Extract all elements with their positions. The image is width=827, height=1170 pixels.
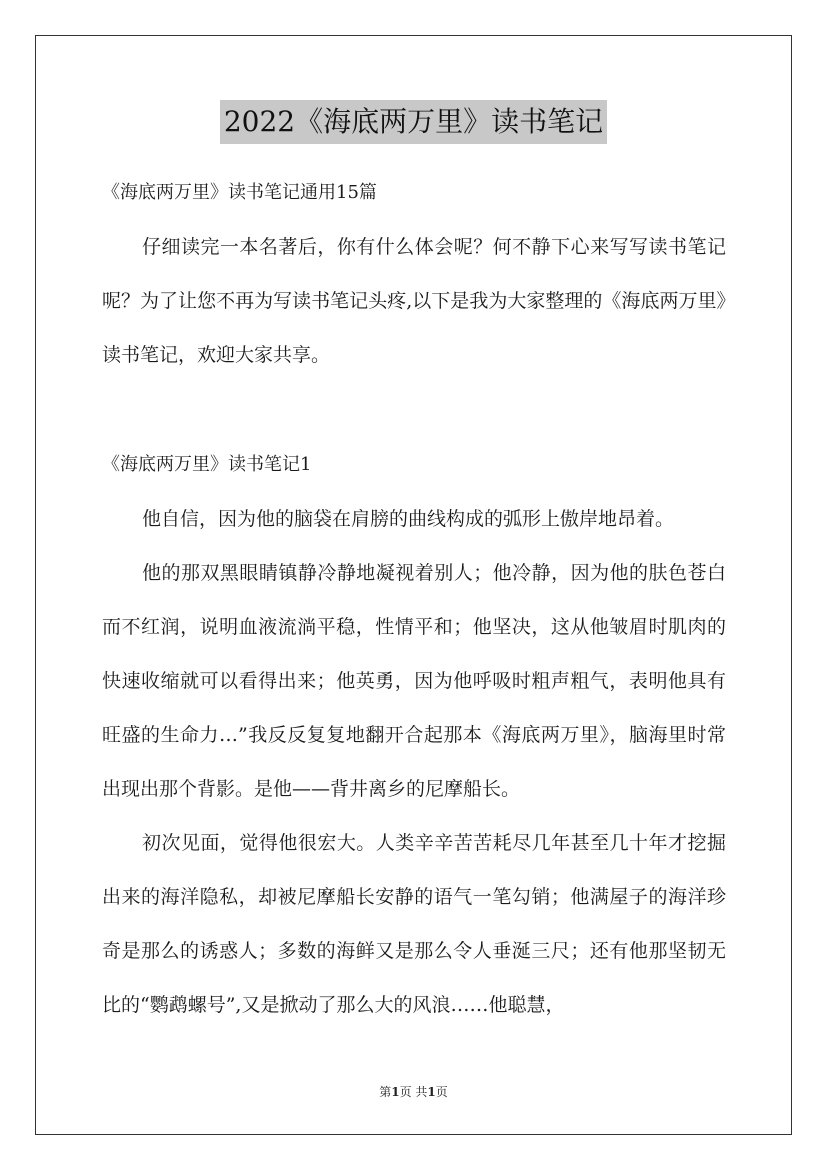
footer-prefix: 第 bbox=[379, 1085, 392, 1099]
body-paragraph: 他的那双黑眼睛镇静冷静地凝视着别人；他冷静，因为他的肤色苍白而不红润，说明血液流淌平稳，性情平和；他坚决，这从他皱眉时肌肉的快速收缩就可以看得出来；他英勇，因为他呼吸时粗声粗气，表明他具有旺盛的生命力…”我反反复复地翻开合起那本《海底两万里》，脑海里时常出现出那个背影。是他——背井离乡的尼摩船长。 bbox=[102, 562, 726, 800]
body-paragraph: 他自信，因为他的脑袋在肩膀的曲线构成的弧形上傲岸地昂着。 bbox=[142, 508, 675, 530]
title-container bbox=[0, 100, 827, 144]
document-subtitle: 《海底两万里》读书笔记通用15篇 bbox=[102, 182, 377, 203]
footer-total-pages: 1 bbox=[427, 1085, 436, 1099]
body-paragraph: 初次见面，觉得他很宏大。人类辛辛苦苦耗尽几年甚至几十年才挖掘出来的海洋隐私，却被尼摩船长安静的语气一笔勾销；他满屋子的海洋珍奇是那么的诱惑人；多数的海鲜又是那么令人垂涎三尺；还有他那坚韧无比的“鹦鹉螺号”,又是掀动了那么大的风浪……他聪慧， bbox=[102, 832, 726, 1016]
intro-paragraph: 仔细读完一本名著后，你有什么体会呢？何不静下心来写写读书笔记呢？为了让您不再为写读书笔记头疼,以下是我为大家整理的《海底两万里》读书笔记，欢迎大家共享。 bbox=[102, 236, 726, 366]
document-title: 2022《海底两万里》读书笔记 bbox=[220, 100, 607, 144]
page-footer bbox=[0, 1082, 827, 1102]
section-heading: 《海底两万里》读书笔记1 bbox=[102, 454, 312, 475]
footer-suffix: 页 bbox=[435, 1085, 448, 1099]
footer-mid: 页 共 bbox=[399, 1085, 428, 1099]
footer-current-page: 1 bbox=[391, 1085, 400, 1099]
